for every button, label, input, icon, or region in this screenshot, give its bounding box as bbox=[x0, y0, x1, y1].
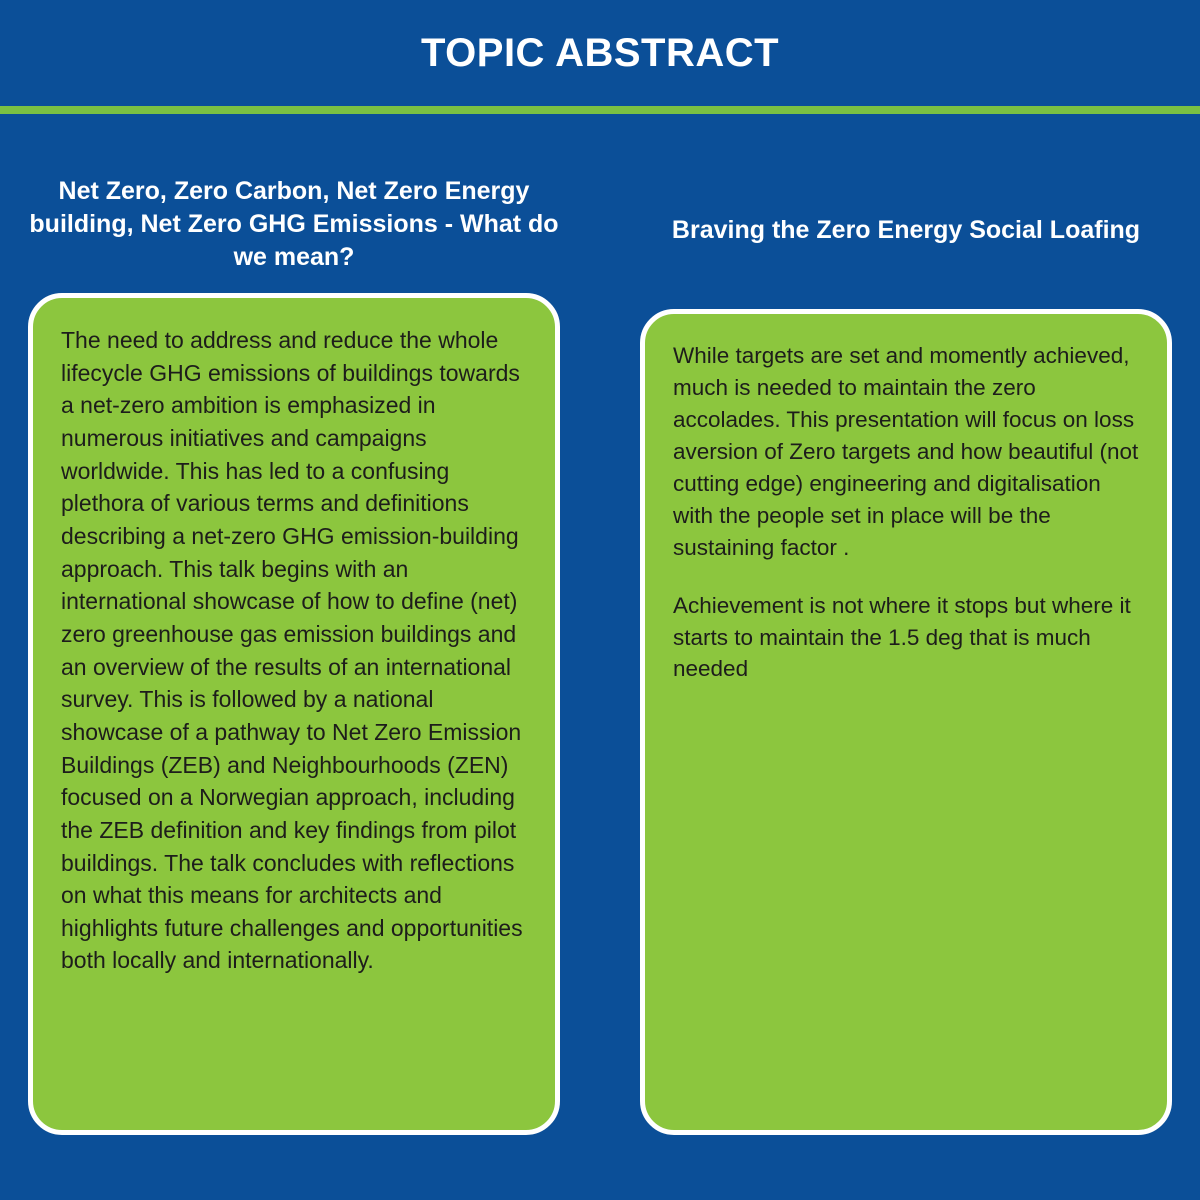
column-right-title-text: Braving the Zero Energy Social Loafing bbox=[671, 215, 1141, 244]
column-right-title bbox=[640, 175, 1172, 291]
abstract-paragraph: While targets are set and momently achieved, much is needed to maintain the zero accolades. This presentation will focus on loss aversion of Zero targets and how beautiful (not cutting edge) engineering and digitalisation with the people set in place will be the sustaining factor . bbox=[673, 343, 1139, 560]
header-bar bbox=[0, 0, 1200, 106]
column-left bbox=[0, 175, 600, 1135]
abstract-paragraph: Achievement is not where it stops but where it starts to maintain the 1.5 deg that is much needed bbox=[673, 592, 1131, 682]
abstract-paragraph: The need to address and reduce the whole lifecycle GHG emissions of buildings towards a net-zero ambition is emphasized in numerous initiatives and campaigns worldwide. This has led to a confusing plethora of various terms and definitions describing a net-zero GHG emission-building approach. This talk begins with an international showcase of how to define (net) zero greenhouse gas emission buildings and an overview of the results of an international survey. This is followed by a national showcase of a pathway to Net Zero Emission Buildings (ZEB) and Neighbourhoods (ZEN) focused on a Norwegian approach, including the ZEB definition and key findings from pilot buildings. The talk concludes with reflections on what this means for architects and highlights future challenges and opportunities both locally and internationally. bbox=[61, 327, 523, 974]
page-title: TOPIC ABSTRACT bbox=[420, 30, 780, 75]
column-right bbox=[600, 175, 1200, 1135]
abstract-card-left bbox=[28, 293, 560, 1135]
content-columns bbox=[0, 175, 1200, 1135]
column-left-title-text: Net Zero, Zero Carbon, Net Zero Energy building, Net Zero GHG Emissions - What do we mean? bbox=[29, 177, 559, 271]
abstract-card-right bbox=[640, 309, 1172, 1135]
column-left-title bbox=[28, 175, 560, 285]
header-divider bbox=[0, 106, 1200, 114]
